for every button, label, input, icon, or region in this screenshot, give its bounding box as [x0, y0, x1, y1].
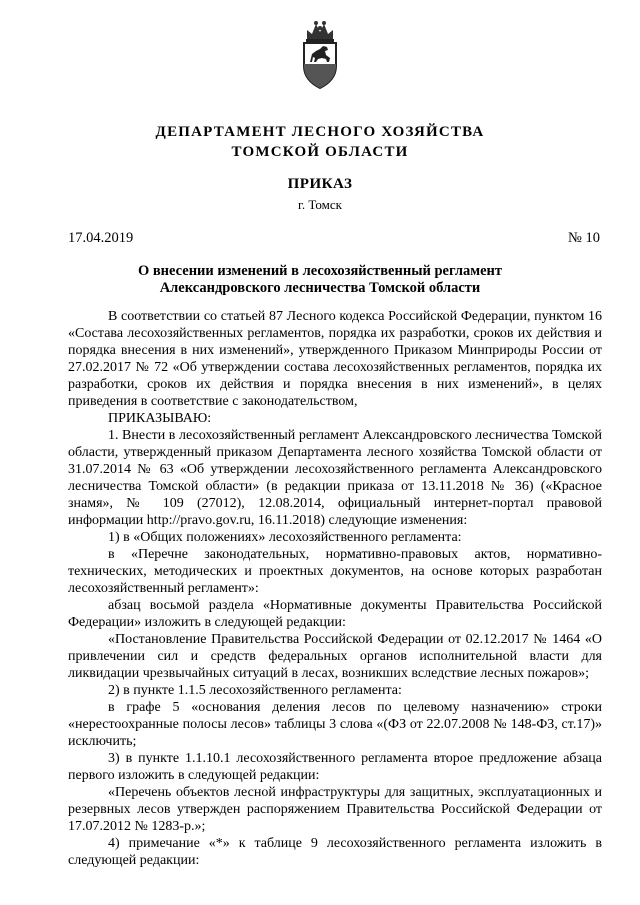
- department-name-line2: ТОМСКОЙ ОБЛАСТИ: [231, 144, 409, 160]
- subclause-3: 3) в пункте 1.1.10.1 лесохозяйственного регламента второе предложение абзаца первого изложить в следующей редакции:: [68, 751, 602, 783]
- subclause-1-paragraph: абзац восьмой раздела «Нормативные документы Правительства Российской Федерации» изложить в следующей редакции:: [68, 598, 602, 630]
- subclause-4: 4) примечание «*» к таблице 9 лесохозяйственного регламента изложить в следующей редакции:: [68, 836, 602, 868]
- subclause-2: 2) в пункте 1.1.5 лесохозяйственного регламента:: [108, 683, 402, 698]
- order-body: [68, 308, 602, 869]
- subclause-1-list: в «Перечне законодательных, нормативно-правовых актов, нормативно-технических, методических и проектных документов, на основе которых разработан лесохозяйственный регламент»:: [68, 547, 602, 596]
- order-number: № 10: [568, 230, 600, 246]
- order-command: ПРИКАЗЫВАЮ:: [108, 411, 212, 426]
- subject-line2: Александровского лесничества Томской области: [159, 280, 481, 296]
- order-title: ПРИКАЗ: [287, 176, 353, 192]
- clause-1: 1. Внести в лесохозяйственный регламент Александровского лесничества Томской области, утвержденный приказом Департамента лесного хозяйства Томской области от 31.07.2014 № 63 «Об утверждении лесохозяйственного регламента Александровского лесничества Томской области» (в редакции приказа от 13.11.2018 № 36) («Красное знамя», № 109 (27012), 12.08.2014, официальный интернет-портал правовой информации http://pravo.gov.ru, 16.11.2018) следующие изменения:: [68, 428, 602, 528]
- subclause-1-quote: «Постановление Правительства Российской Федерации от 02.12.2017 № 1464 «О привлечении сил и средств федеральных органов исполнительной власти для ликвидации чрезвычайных ситуаций в лесах, возникших вследствие лесных пожаров»;: [68, 632, 602, 681]
- department-name-line1: ДЕПАРТАМЕНТ ЛЕСНОГО ХОЗЯЙСТВА: [155, 124, 485, 140]
- city: г. Томск: [298, 197, 342, 212]
- subclause-1: 1) в «Общих положениях» лесохозяйственного регламента:: [108, 530, 462, 545]
- order-date: 17.04.2019: [68, 230, 134, 246]
- preamble-paragraph: В соответствии со статьей 87 Лесного кодекса Российской Федерации, пунктом 16 «Состава лесохозяйственных регламентов, порядка их разработки, сроков их действия и порядка внесения в них изменений», утвержденного Приказом Минприроды России от 27.02.2017 № 72 «Об утверждении состава лесохозяйственных регламентов, порядка их разработки, сроков их действия и порядка внесения в них изменений», в целях приведения в соответствие с законодательством,: [68, 309, 602, 409]
- subclause-2-text: в графе 5 «основания деления лесов по целевому назначению» строки «нерестоохранные полосы лесов» таблицы 3 слова «(ФЗ от 22.07.2008 № 148-ФЗ, ст.17)» исключить;: [68, 700, 602, 749]
- tomsk-coat-of-arms-icon: [298, 18, 342, 90]
- subclause-3-quote: «Перечень объектов лесной инфраструктуры для защитных, эксплуатационных и резервных лесов утвержден распоряжением Правительства Российской Федерации от 17.07.2012 № 1283-р.»;: [68, 785, 602, 834]
- subject-line1: О внесении изменений в лесохозяйственный регламент: [137, 263, 503, 279]
